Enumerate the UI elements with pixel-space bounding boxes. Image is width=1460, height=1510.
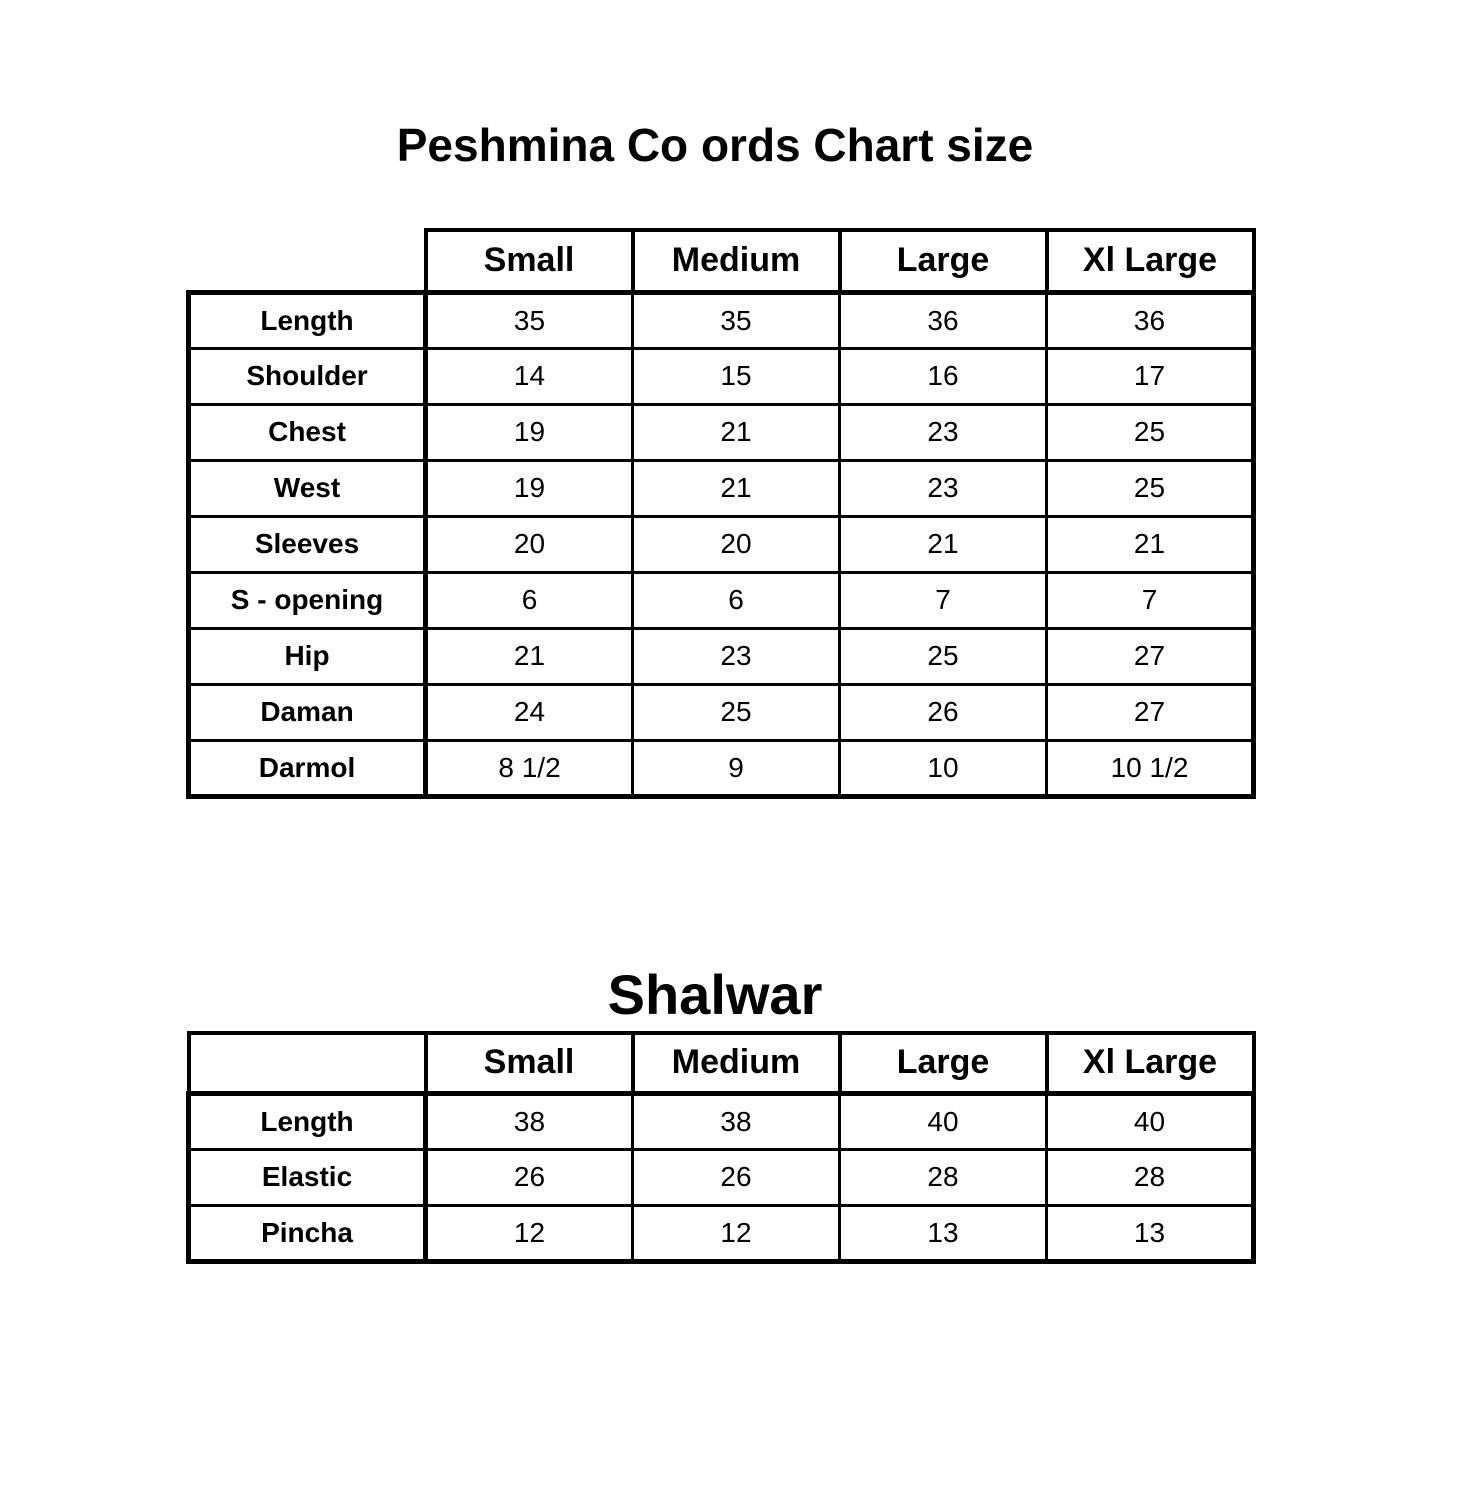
row-label: Darmol <box>189 740 426 796</box>
table-row <box>189 404 1254 460</box>
table-cell: 25 <box>1047 404 1254 460</box>
table-cell: 23 <box>633 628 840 684</box>
table-cell: 13 <box>840 1205 1047 1261</box>
table-row <box>189 740 1254 796</box>
column-header: Medium <box>633 1033 840 1093</box>
table-cell: 20 <box>426 516 633 572</box>
table-cell: 16 <box>840 348 1047 404</box>
table-cell: 21 <box>1047 516 1254 572</box>
table-cell: 26 <box>840 684 1047 740</box>
table-cell: 25 <box>1047 460 1254 516</box>
row-label: Chest <box>189 404 426 460</box>
table-cell: 21 <box>633 460 840 516</box>
table-cell: 7 <box>840 572 1047 628</box>
table-row <box>189 1093 1254 1149</box>
column-header: Small <box>426 1033 633 1093</box>
column-header: Large <box>840 1033 1047 1093</box>
row-label: Sleeves <box>189 516 426 572</box>
table-cell: 23 <box>840 404 1047 460</box>
table-header-row <box>189 1033 1254 1093</box>
table-cell: 6 <box>426 572 633 628</box>
table-cell: 20 <box>633 516 840 572</box>
table-row <box>189 684 1254 740</box>
table-cell: 23 <box>840 460 1047 516</box>
table-cell: 27 <box>1047 628 1254 684</box>
row-label: S - opening <box>189 572 426 628</box>
column-header: Medium <box>633 230 840 292</box>
table-cell: 6 <box>633 572 840 628</box>
table-cell: 28 <box>840 1149 1047 1205</box>
table-cell: 36 <box>1047 292 1254 348</box>
coords-size-table <box>186 228 1256 799</box>
table-row <box>189 348 1254 404</box>
table-cell: 25 <box>840 628 1047 684</box>
column-header: Xl Large <box>1047 1033 1254 1093</box>
table-cell: 8 1/2 <box>426 740 633 796</box>
table-cell: 13 <box>1047 1205 1254 1261</box>
column-header: Small <box>426 230 633 292</box>
table-cell: 28 <box>1047 1149 1254 1205</box>
table-cell: 40 <box>840 1093 1047 1149</box>
table-cell: 14 <box>426 348 633 404</box>
shalwar-size-table <box>186 1031 1256 1264</box>
shalwar-title: Shalwar <box>607 963 823 1026</box>
row-label: Elastic <box>189 1149 426 1205</box>
table-cell: 19 <box>426 460 633 516</box>
table-row <box>189 1205 1254 1261</box>
table-cell: 38 <box>633 1093 840 1149</box>
row-label: Length <box>189 292 426 348</box>
table-cell: 24 <box>426 684 633 740</box>
table-cell: 35 <box>633 292 840 348</box>
table-cell: 15 <box>633 348 840 404</box>
table-row <box>189 1149 1254 1205</box>
table-cell: 26 <box>633 1149 840 1205</box>
row-label: West <box>189 460 426 516</box>
table-row <box>189 292 1254 348</box>
table-cell: 9 <box>633 740 840 796</box>
column-header: Large <box>840 230 1047 292</box>
table-cell: 25 <box>633 684 840 740</box>
table-cell: 38 <box>426 1093 633 1149</box>
table-cell: 10 <box>840 740 1047 796</box>
row-label: Hip <box>189 628 426 684</box>
table-header-row <box>189 230 1254 292</box>
table-cell: 12 <box>633 1205 840 1261</box>
table-cell: 27 <box>1047 684 1254 740</box>
column-header: Xl Large <box>1047 230 1254 292</box>
table-cell: 40 <box>1047 1093 1254 1149</box>
table-cell: 36 <box>840 292 1047 348</box>
table-cell: 35 <box>426 292 633 348</box>
table-cell: 21 <box>840 516 1047 572</box>
table-cell: 10 1/2 <box>1047 740 1254 796</box>
table-cell: 17 <box>1047 348 1254 404</box>
row-label: Shoulder <box>189 348 426 404</box>
table-row <box>189 628 1254 684</box>
header-corner-cell <box>189 230 426 292</box>
table-row <box>189 572 1254 628</box>
table-row <box>189 516 1254 572</box>
row-label: Daman <box>189 684 426 740</box>
row-label: Length <box>189 1093 426 1149</box>
table-row <box>189 460 1254 516</box>
table-cell: 12 <box>426 1205 633 1261</box>
table-cell: 21 <box>426 628 633 684</box>
row-label: Pincha <box>189 1205 426 1261</box>
table-cell: 26 <box>426 1149 633 1205</box>
table-cell: 19 <box>426 404 633 460</box>
table-cell: 7 <box>1047 572 1254 628</box>
page-title: Peshmina Co ords Chart size <box>396 119 1034 171</box>
table-cell: 21 <box>633 404 840 460</box>
header-corner-cell <box>189 1033 426 1093</box>
